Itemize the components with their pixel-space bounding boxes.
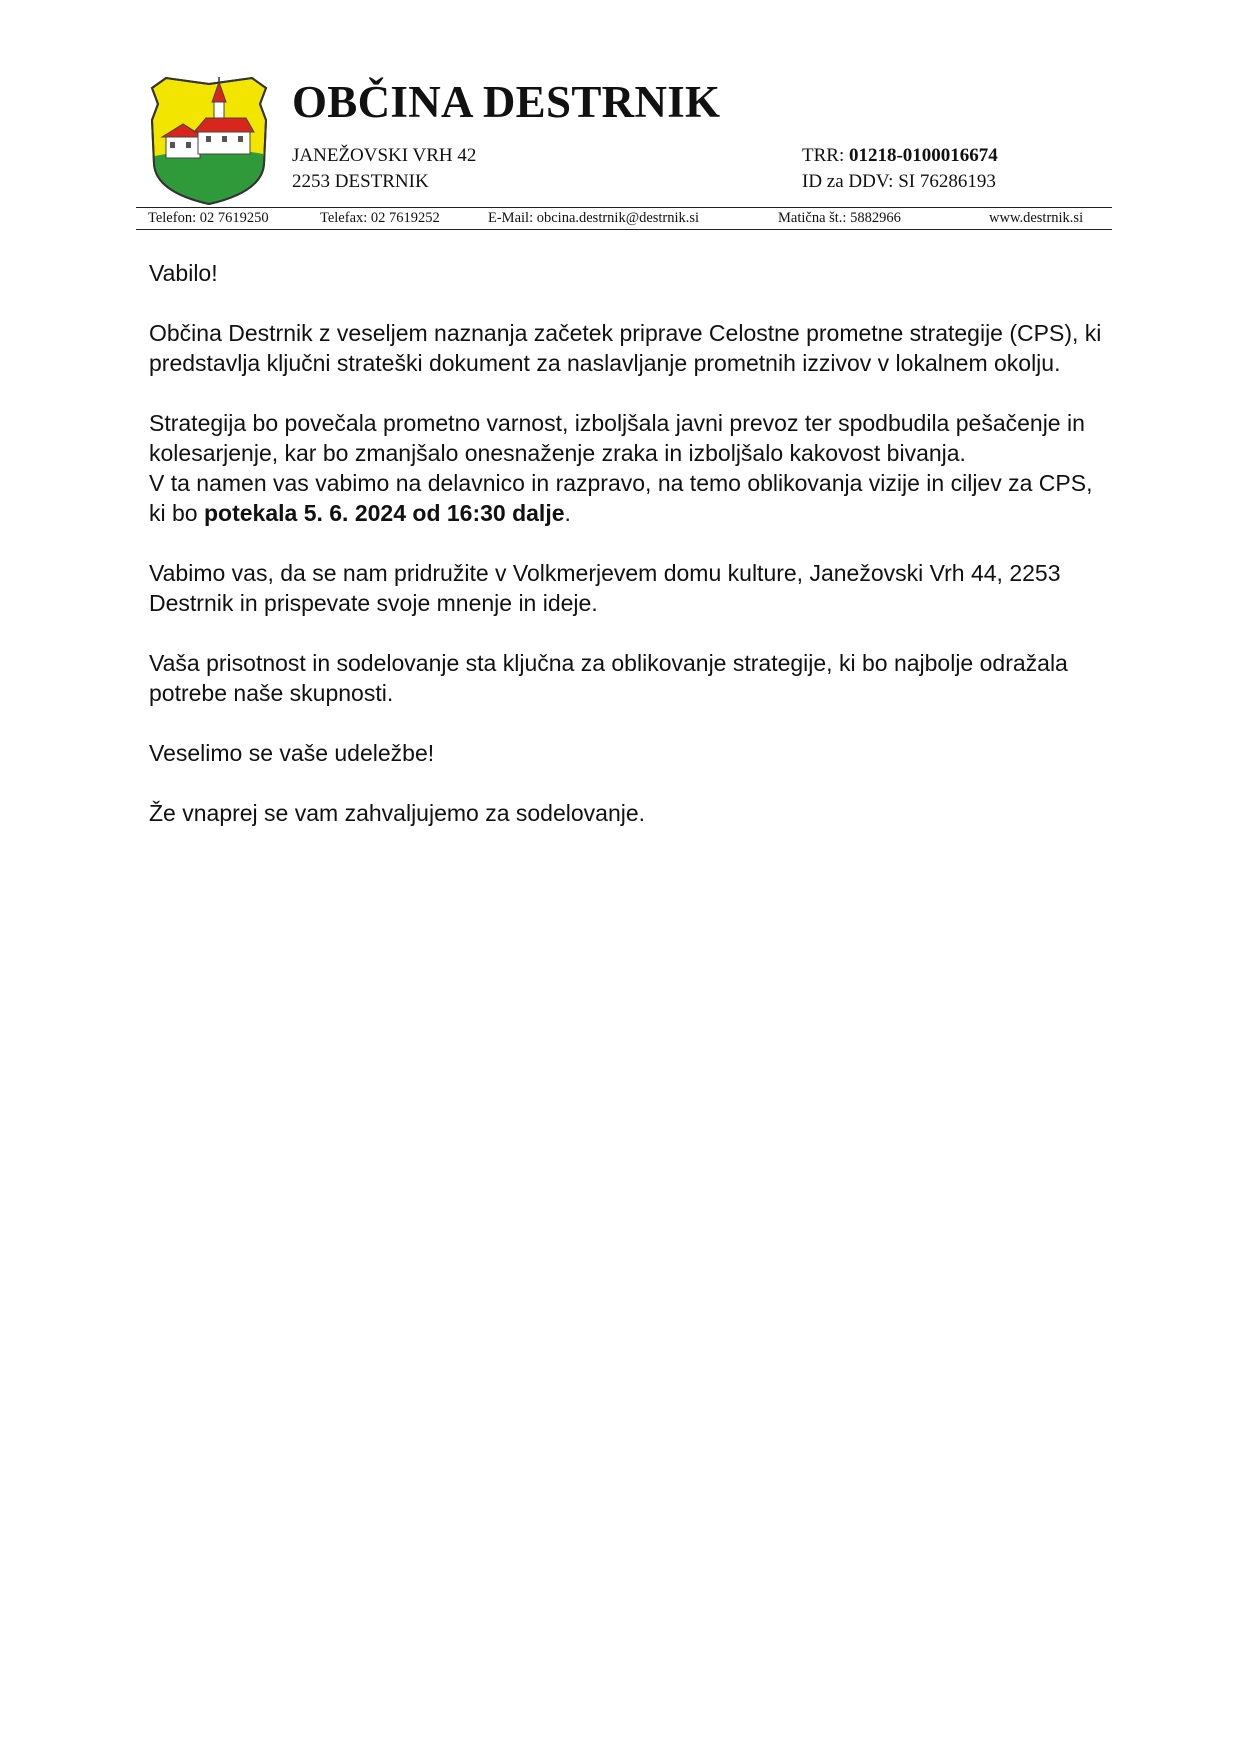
coat-of-arms-icon	[146, 74, 272, 206]
event-datetime: potekala 5. 6. 2024 od 16:30 dalje	[203, 500, 565, 526]
trr-value: 01218-0100016674	[848, 145, 998, 166]
registration-number: Matična št.: 5882966	[778, 210, 901, 226]
trr-line	[802, 143, 998, 169]
address-block	[292, 143, 476, 195]
paragraph-invitation	[149, 468, 1109, 528]
paragraph-strategy: Strategija bo povečala prometno varnost, izboljšala javni prevoz ter spodbudila pešačenje in kolesarjenje, kar bo zmanjšalo onesnaženje zraka in izboljšalo kakovost bivanja.	[149, 410, 1085, 466]
paragraph-intro: Občina Destrnik z veseljem naznanja začetek priprave Celostne prometne strategije (CPS), ki predstavlja ključni strateški dokument za naslavljanje prometnih izzivov v lokalnem okolju.	[149, 320, 1102, 376]
invitation-end: .	[564, 500, 571, 526]
address-street: JANEŽOVSKI VRH 42	[292, 145, 477, 166]
vat-id: ID za DDV: SI 76286193	[802, 171, 996, 192]
paragraph-participation: Vaša prisotnost in sodelovanje sta ključna za oblikovanje strategije, ki bo najbolje odražala potrebe naše skupnosti.	[149, 650, 1068, 706]
phone-number: Telefon: 02 7619250	[148, 210, 269, 226]
fax-number: Telefax: 02 7619252	[320, 210, 440, 226]
paragraph-closing: Veselimo se vaše udeležbe!	[149, 740, 435, 766]
bank-info-block	[802, 143, 998, 195]
website-link[interactable]: www.destrnik.si	[989, 210, 1084, 226]
contact-bar	[136, 207, 1112, 230]
address-postal: 2253 DESTRNIK	[292, 171, 429, 192]
paragraph-venue: Vabimo vas, da se nam pridružite v Volkmerjevem domu kulture, Janežovski Vrh 44, 2253 Destrnik in prispevate svoje mnenje in ideje.	[149, 560, 1061, 616]
email-address[interactable]: E-Mail: obcina.destrnik@destrnik.si	[488, 210, 700, 226]
greeting: Vabilo!	[149, 260, 218, 286]
letter-body	[149, 258, 1109, 858]
invitation-text: V ta namen vas vabimo na delavnico in razpravo, na temo oblikovanja vizije in ciljev za CPS, ki bo	[149, 470, 1093, 526]
organization-name: OBČINA DESTRNIK	[292, 77, 721, 127]
trr-label: TRR:	[802, 145, 849, 166]
paragraph-thanks: Že vnaprej se vam zahvaljujemo za sodelovanje.	[149, 800, 646, 826]
